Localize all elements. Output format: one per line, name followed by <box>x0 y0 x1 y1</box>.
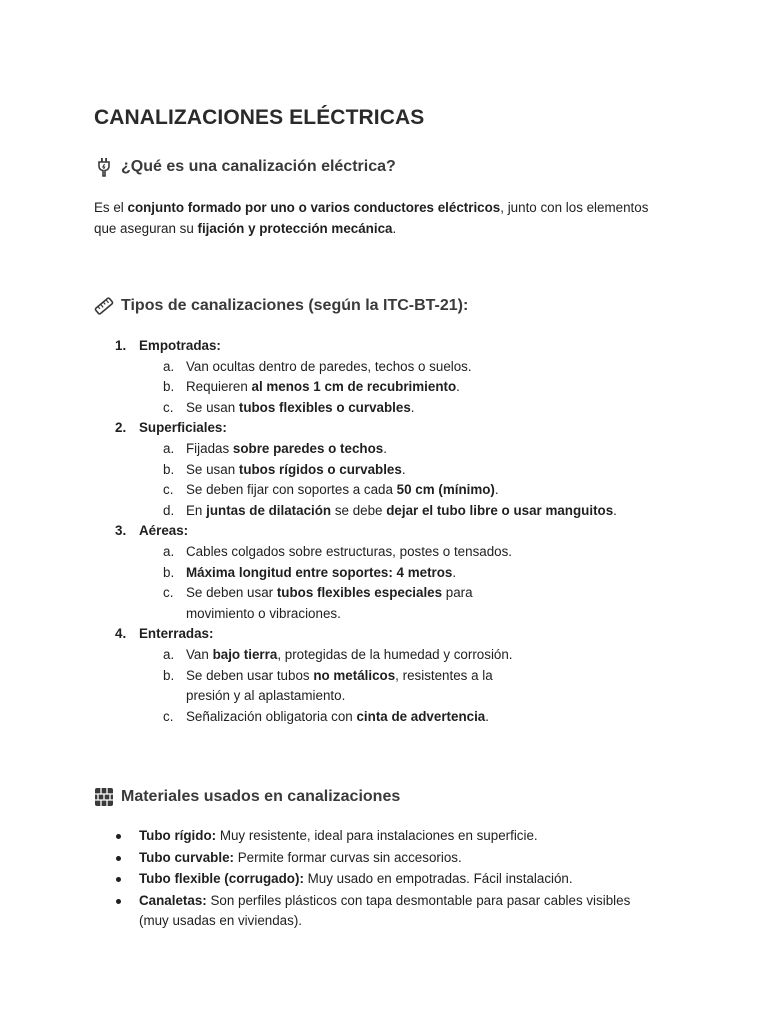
sub-list <box>139 645 694 727</box>
sub-list <box>139 357 694 419</box>
section-heading-text: Tipos de canalizaciones (según la ITC-BT-21): <box>121 297 469 314</box>
sub-item: b. Se usan tubos rígidos o curvables. <box>163 461 406 477</box>
sub-item: a. Fijadas sobre paredes o techos. <box>163 440 387 456</box>
sub-item: a. Van bajo tierra, protegidas de la humedad y corrosión. <box>163 646 513 662</box>
sub-item: b. Se deben usar tubos no metálicos, resistentes a la presión y al aplastamiento. <box>163 667 493 704</box>
plug-icon <box>94 157 114 177</box>
type-label: Superficiales: <box>139 420 227 436</box>
sub-item: c. Señalización obligatoria con cinta de advertencia. <box>163 708 489 724</box>
section-heading-materiales <box>94 787 400 807</box>
definition-paragraph: Es el conjunto formado por uno o varios conductores eléctricos, junto con los elementos que aseguran su fijación y protección mecánica. <box>94 200 649 236</box>
sub-item: c. Se deben usar tubos flexibles especiales para movimiento o vibraciones. <box>163 585 473 621</box>
item-number: 2. <box>115 420 127 436</box>
type-label: Enterradas: <box>139 626 214 642</box>
sub-item: d. En juntas de dilatación se debe dejar el tubo libre o usar manguitos. <box>163 502 617 518</box>
type-item <box>94 418 694 521</box>
material-item: Tubo rígido: Muy resistente, ideal para instalaciones en superficie. <box>94 826 654 847</box>
section-heading-tipos <box>94 296 468 316</box>
type-label: Aéreas: <box>139 523 189 539</box>
material-item: Canaletas: Son perfiles plásticos con tapa desmontable para pasar cables visibles (muy usadas en viviendas). <box>94 891 654 932</box>
canalizaciones-types-list <box>94 336 694 727</box>
item-number: 1. <box>115 338 127 353</box>
type-label: Empotradas: <box>139 338 221 353</box>
sub-item: a. Van ocultas dentro de paredes, techos o suelos. <box>163 358 472 374</box>
sub-item: b. Máxima longitud entre soportes: 4 metros. <box>163 564 457 580</box>
sub-list <box>139 439 694 521</box>
type-item <box>94 624 694 727</box>
type-item <box>94 336 694 418</box>
section-heading-que-es <box>94 157 396 177</box>
type-item <box>94 521 694 624</box>
item-number: 4. <box>115 626 127 642</box>
item-number: 3. <box>115 523 127 539</box>
page-title: CANALIZACIONES ELÉCTRICAS <box>94 106 425 129</box>
materials-list <box>94 826 654 933</box>
brick-icon <box>94 787 114 807</box>
sub-item: b. Requieren al menos 1 cm de recubrimiento. <box>163 379 460 395</box>
sub-item: c. Se usan tubos flexibles o curvables. <box>163 399 415 415</box>
material-item: Tubo flexible (corrugado): Muy usado en empotradas. Fácil instalación. <box>94 869 654 890</box>
ruler-icon <box>94 296 114 316</box>
sub-item: c. Se deben fijar con soportes a cada 50 cm (mínimo). <box>163 482 499 498</box>
section-heading-text: Materiales usados en canalizaciones <box>121 788 401 805</box>
sub-item: a. Cables colgados sobre estructuras, postes o tensados. <box>163 543 513 559</box>
material-item: Tubo curvable: Permite formar curvas sin accesorios. <box>94 848 654 869</box>
sub-list <box>139 542 694 624</box>
section-heading-text: ¿Qué es una canalización eléctrica? <box>121 158 396 175</box>
